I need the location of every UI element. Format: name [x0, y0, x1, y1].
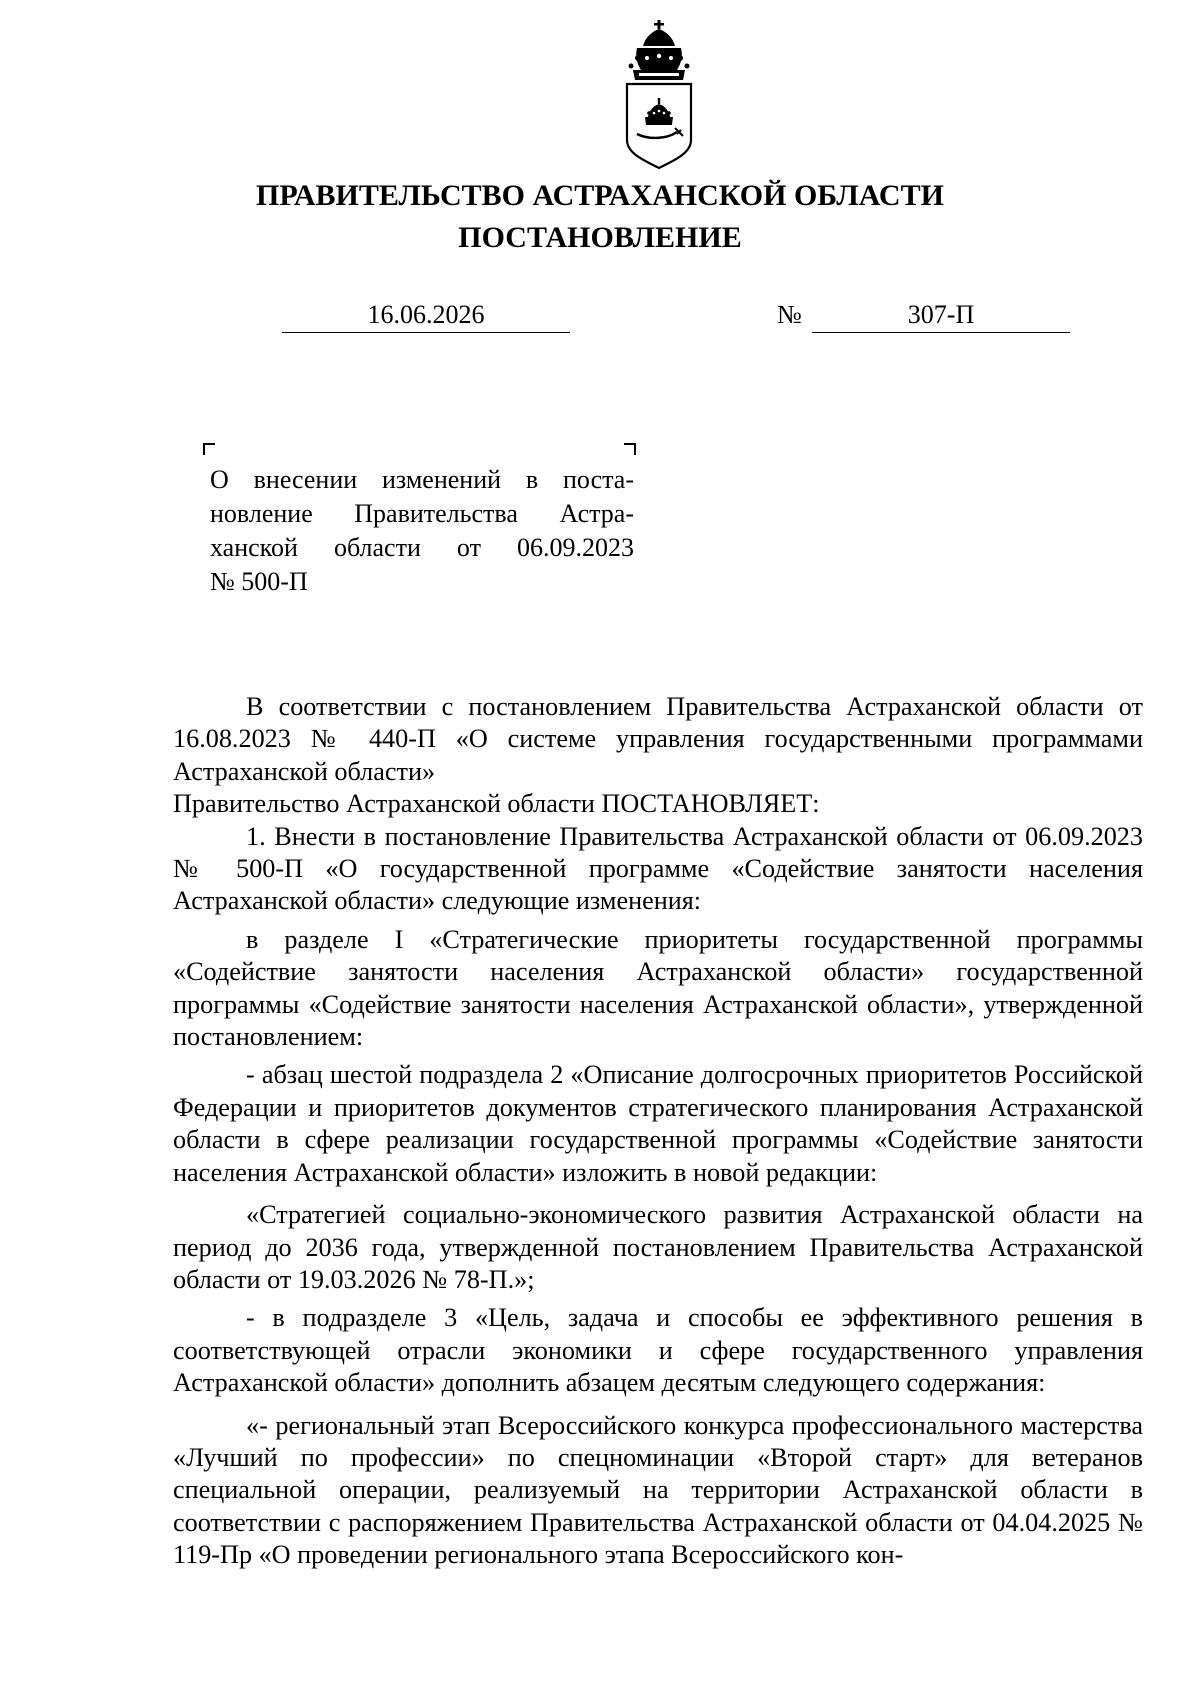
body-paragraph: 1. Внести в постановление Правительства Астраханской области от 06.09.2023 № 500-П «О государственной программе «Содействие занятости населения Астраханской области» следующие изменения:	[173, 821, 1143, 916]
body-paragraph: - в подразделе 3 «Цель, задача и способы ее эффективного решения в соответствующей отрасли экономики и сфере государственного управления Астраханской области» дополнить абзацем десятым следующего содержания:	[173, 1303, 1143, 1398]
subject-line: новление Правительства Астра-	[210, 499, 634, 528]
org-title: ПРАВИТЕЛЬСТВО АСТРАХАНСКОЙ ОБЛАСТИ	[256, 179, 944, 212]
subject-corner-left	[203, 443, 215, 455]
body-paragraph: - абзац шестой подраздела 2 «Описание долгосрочных приоритетов Российской Федерации и приоритетов документов стратегического планирования Астраханской области в сфере реализации государственной программы «Содействие занятости населения Астраханской области» изложить в новой редакции:	[173, 1060, 1143, 1187]
doc-type-title: ПОСТАНОВЛЕНИЕ	[458, 221, 742, 254]
number-sign: №	[777, 300, 802, 329]
body-paragraph: в разделе I «Стратегические приоритеты государственной программы «Содействие занятости населения Астраханской области» государственной программы «Содействие занятости населения Астраханской области», утвержденной постановлением:	[173, 924, 1143, 1052]
subject-line: № 500-П	[210, 567, 308, 596]
document-number: 307-П	[812, 298, 1070, 333]
body-paragraph: «Стратегией социально-экономического развития Астраханской области на период до 2036 года, утвержденной постановлением Правительства Астраханской области от 19.03.2026 № 78-П.»;	[173, 1200, 1143, 1294]
subject-line: О внесении изменений в поста-	[210, 465, 634, 494]
body-paragraph: Правительство Астраханской области ПОСТАНОВЛЯЕТ:	[173, 789, 820, 819]
subject-line: ханской области от 06.09.2023	[210, 533, 634, 562]
document-date: 16.06.2026	[282, 298, 570, 333]
body-paragraph: В соответствии с постановлением Правительства Астраханской области от 16.08.2023 № 440-П «О системе управления государственными программами Астраханской области»	[173, 692, 1143, 786]
body-paragraph: «- региональный этап Всероссийского конкурса профессионального мастерства «Лучший по профессии» по спецноминации «Второй старт» для ветеранов специальной операции, реализуемый на территории Астраханской области в соответствии с распоряжением Правительства Астраханской области от 04.04.2025 № 119-Пр «О проведении регионального этапа Всероссийского кон-	[173, 1410, 1143, 1570]
subject-block	[210, 463, 634, 599]
subject-corner-right	[624, 443, 636, 455]
astrakhan-coat-of-arms-icon	[615, 18, 703, 173]
body-text	[173, 691, 1143, 1572]
